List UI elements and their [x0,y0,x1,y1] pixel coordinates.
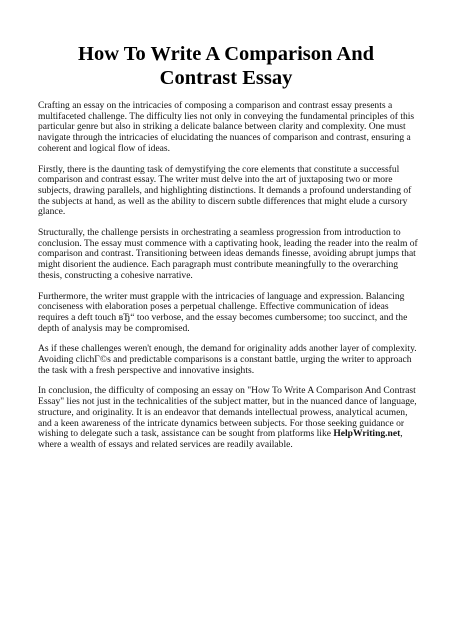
paragraph-6-text-before: In conclusion, the difficulty of composing an essay on "How To Write A Comparison And Contrast Essay" lies not just in the technicalities of the subject matter, but in the nuanced dance of language, structure, and originality. It is an endeavor that demands intellectual prowess, analytical acumen, and a keen awareness of the intricate dynamics between subjects. For those seeking guidance or wishing to delegate such a task, assistance can be sought from platforms like [38,385,417,440]
paragraph-2: Firstly, there is the daunting task of demystifying the core elements that constitute a successful comparison and contrast essay. The writer must delve into the art of juxtaposing two or more subjects, drawing parallels, and highlighting distinctions. It demands a profound understanding of the subjects at hand, as well as the ability to discern subtle differences that might elude a cursory glance. [38,163,412,218]
paragraph-6 [38,386,421,450]
paragraph-6-text-after: , where a wealth of essays and related services are readily available. [38,428,403,450]
paragraph-3: Structurally, the challenge persists in orchestrating a seamless progression from introduction to conclusion. The essay must commence with a captivating hook, leading the reader into the realm of comparison and contrast. Transitioning between ideas demands finesse, avoiding abrupt jumps that might disorient the audience. Each paragraph must contribute meaningfully to the overarching thesis, constructing a cohesive narrative. [38,227,418,281]
helpwriting-link-text: HelpWriting.net [333,428,401,440]
paragraph-1: Crafting an essay on the intricacies of composing a comparison and contrast essay presents a multifaceted challenge. The difficulty lies not only in conveying the fundamental principles of this particular genre but also in striking a delicate balance between clarity and complexity. One must navigate through the intricacies of elucidating the nuances of comparison and contrast, ensuring a coherent and logical flow of ideas. [38,100,415,154]
essay-title: How To Write A Comparison And Contrast Essay [78,43,374,89]
essay-body [38,101,421,461]
paragraph-5: As if these challenges weren't enough, the demand for originality adds another layer of complexity. Avoiding clichГ©s and predictable comparisons is a constant battle, urging the writer to approach the task with a fresh perspective and innovative insights. [38,343,417,376]
paragraph-4: Furthermore, the writer must grapple with the intricacies of language and expression. Balancing conciseness with elaboration poses a perpetual challenge. Effective communication of ideas requires a deft touch вЂ“ too verbose, and the essay becomes cumbersome; too succinct, and the depth of analysis may be compromised. [38,290,408,334]
